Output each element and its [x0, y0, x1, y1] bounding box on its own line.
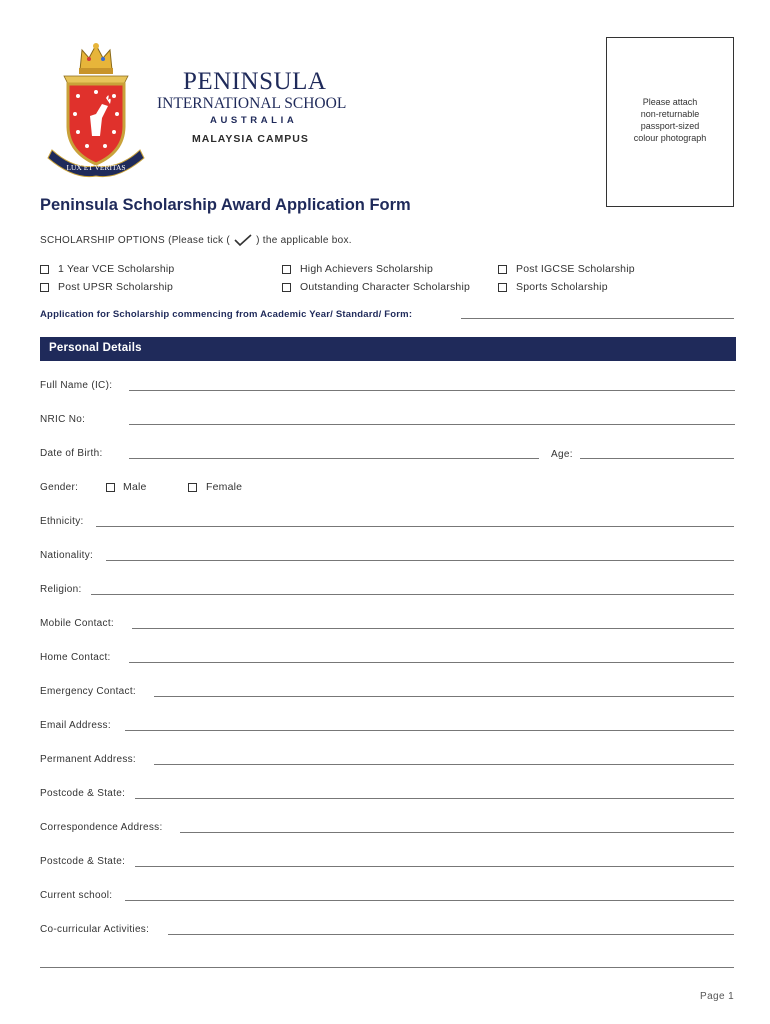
checkbox[interactable] — [282, 283, 291, 292]
checkbox[interactable] — [106, 483, 115, 492]
gender-male-option[interactable] — [106, 481, 147, 493]
postcode-state-2-field[interactable] — [135, 866, 734, 867]
checkmark-icon — [232, 233, 254, 247]
personal-details-header — [40, 337, 736, 361]
option-label: Outstanding Character Scholarship — [300, 281, 471, 293]
nationality-label: Nationality: — [40, 550, 94, 561]
postcode-state-label: Postcode & State: — [40, 788, 126, 799]
option-label: Post UPSR Scholarship — [58, 281, 174, 293]
option-sports[interactable] — [498, 281, 608, 293]
ethnicity-field[interactable] — [96, 526, 734, 527]
checkbox[interactable] — [282, 265, 291, 274]
page-number: Page 1 — [700, 991, 735, 1002]
svg-text:LUX ET VERITAS: LUX ET VERITAS — [66, 163, 126, 172]
commence-field[interactable] — [461, 318, 734, 319]
commence-label: Application for Scholarship commencing from Academic Year/ Standard/ Form: — [40, 309, 413, 320]
checkbox[interactable] — [498, 265, 507, 274]
option-label: Male — [123, 481, 147, 493]
option-post-igcse[interactable] — [498, 263, 635, 275]
dob-field[interactable] — [129, 458, 539, 459]
permanent-address-label: Permanent Address: — [40, 754, 137, 765]
nric-label: NRIC No: — [40, 414, 86, 425]
form-title: Peninsula Scholarship Award Application Form — [40, 196, 411, 214]
school-campus: MALAYSIA CAMPUS — [192, 133, 309, 145]
school-name: PENINSULA — [183, 68, 327, 95]
cocurricular-extra-line[interactable] — [40, 967, 734, 968]
cocurricular-label: Co-curricular Activities: — [40, 924, 150, 935]
option-label: Female — [206, 481, 243, 493]
current-school-label: Current school: — [40, 890, 113, 901]
full-name-field[interactable] — [129, 390, 735, 391]
checkbox[interactable] — [40, 265, 49, 274]
email-field[interactable] — [125, 730, 734, 731]
permanent-address-field[interactable] — [154, 764, 734, 765]
school-subtitle: INTERNATIONAL SCHOOL — [157, 95, 347, 112]
school-country: AUSTRALIA — [210, 115, 298, 126]
photo-attachment-box[interactable] — [606, 37, 734, 207]
option-1-year-vce[interactable] — [40, 263, 174, 275]
correspondence-address-label: Correspondence Address: — [40, 822, 163, 833]
nric-field[interactable] — [129, 424, 735, 425]
option-post-upsr[interactable] — [40, 281, 173, 293]
option-label: Sports Scholarship — [516, 281, 608, 293]
photo-instructions: Please attach non-returnable passport-sized colour photograph — [633, 97, 707, 143]
postcode-state-2-label: Postcode & State: — [40, 856, 126, 867]
emergency-contact-field[interactable] — [154, 696, 734, 697]
options-prefix: SCHOLARSHIP OPTIONS (Please tick ( — [40, 234, 231, 246]
age-label: Age: — [551, 449, 573, 460]
correspondence-address-field[interactable] — [180, 832, 734, 833]
mobile-contact-label: Mobile Contact: — [40, 618, 114, 629]
checkbox[interactable] — [188, 483, 197, 492]
school-crest-logo — [44, 40, 148, 180]
scholarship-options-instruction — [40, 233, 352, 247]
religion-field[interactable] — [91, 594, 734, 595]
nationality-field[interactable] — [106, 560, 734, 561]
gender-female-option[interactable] — [188, 481, 242, 493]
crown-icon — [79, 43, 113, 74]
postcode-state-field[interactable] — [135, 798, 734, 799]
age-field[interactable] — [580, 458, 734, 459]
emergency-contact-label: Emergency Contact: — [40, 686, 136, 697]
email-label: Email Address: — [40, 720, 111, 731]
home-contact-label: Home Contact: — [40, 652, 111, 663]
option-outstanding-character[interactable] — [282, 281, 470, 293]
cocurricular-field[interactable] — [168, 934, 734, 935]
checkbox[interactable] — [498, 283, 507, 292]
checkbox[interactable] — [40, 283, 49, 292]
option-label: 1 Year VCE Scholarship — [58, 263, 175, 275]
option-high-achievers[interactable] — [282, 263, 433, 275]
ethnicity-label: Ethnicity: — [40, 516, 84, 527]
mobile-contact-field[interactable] — [132, 628, 734, 629]
option-label: Post IGCSE Scholarship — [516, 263, 635, 275]
dob-label: Date of Birth: — [40, 448, 103, 459]
options-suffix: ) the applicable box. — [256, 234, 352, 246]
gender-label: Gender: — [40, 482, 79, 493]
religion-label: Religion: — [40, 584, 82, 595]
current-school-field[interactable] — [125, 900, 734, 901]
option-label: High Achievers Scholarship — [300, 263, 434, 275]
full-name-label: Full Name (IC): — [40, 380, 113, 391]
section-title: Personal Details — [49, 342, 142, 354]
home-contact-field[interactable] — [129, 662, 734, 663]
